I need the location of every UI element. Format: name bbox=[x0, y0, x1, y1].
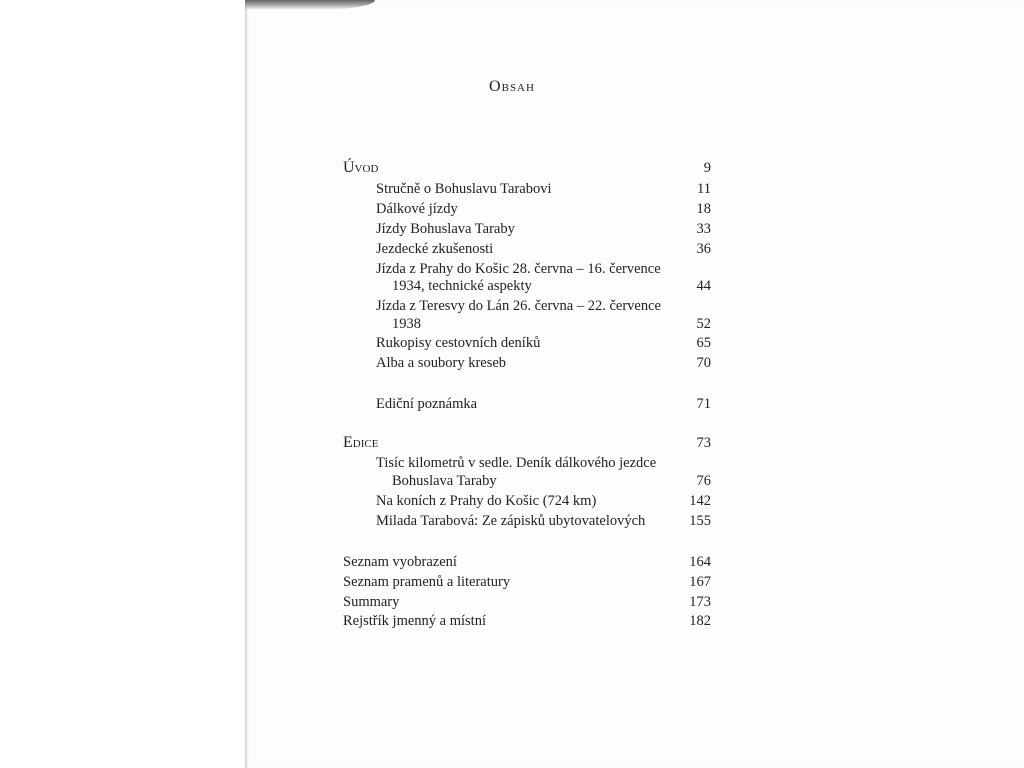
toc-entry-label: Jízdy Bohuslava Taraby bbox=[376, 221, 515, 237]
toc-entry-page: 11 bbox=[697, 181, 711, 197]
toc-entry-page: 71 bbox=[696, 396, 711, 412]
toc-entry-page: 142 bbox=[689, 493, 711, 509]
toc-entry-label: Milada Tarabová: Ze zápisků ubytovatelových bbox=[376, 513, 646, 529]
toc-entry-page: 173 bbox=[689, 594, 711, 610]
toc-entry-page: 33 bbox=[696, 221, 711, 237]
toc-entry-page: 167 bbox=[689, 574, 711, 590]
toc-entry-label-continued: 1934, technické aspekty bbox=[392, 278, 532, 294]
toc-entry-page: 164 bbox=[689, 554, 711, 570]
toc-entry-label: Na koních z Prahy do Košic (724 km) bbox=[376, 493, 597, 509]
toc-entry-label: Alba a soubory kreseb bbox=[376, 355, 507, 371]
toc-entry-page: 76 bbox=[696, 473, 711, 489]
section-heading-uvod: Úvod bbox=[343, 159, 379, 176]
toc-entry-page: 70 bbox=[696, 355, 711, 371]
toc-entry-page: 52 bbox=[696, 316, 711, 332]
section-page-edice: 73 bbox=[696, 435, 711, 451]
toc-entry-label-continued: 1938 bbox=[392, 316, 421, 332]
section-heading-edice: Edice bbox=[343, 434, 379, 451]
toc-entry-label: Rukopisy cestovních deníků bbox=[376, 335, 541, 351]
section-page-uvod: 9 bbox=[703, 160, 711, 176]
toc-entry-page: 36 bbox=[696, 241, 711, 257]
toc-entry-label: Dálkové jízdy bbox=[376, 201, 458, 217]
toc-entry-label: Rejstřík jmenný a místní bbox=[343, 613, 486, 629]
toc-entry-label: Seznam pramenů a literatury bbox=[343, 574, 511, 590]
toc-entry-label: Seznam vyobrazení bbox=[343, 554, 457, 570]
toc-entry-label: Jezdecké zkušenosti bbox=[376, 241, 494, 257]
toc-entry-label: Stručně o Bohuslavu Tarabovi bbox=[376, 181, 552, 197]
toc-entry-label: Tisíc kilometrů v sedle. Deník dálkového jezdce bbox=[376, 455, 657, 471]
toc-entry-label: Jízda z Teresvy do Lán 26. června – 22. července bbox=[376, 298, 661, 314]
toc-entry-page: 18 bbox=[696, 201, 711, 217]
toc-entry-page: 182 bbox=[689, 613, 711, 629]
toc-entry-page: 65 bbox=[696, 335, 711, 351]
toc-entry-label-continued: Bohuslava Taraby bbox=[392, 473, 497, 489]
page-title: Obsah bbox=[489, 78, 535, 95]
toc-entry-page: 155 bbox=[689, 513, 711, 529]
toc-entry-label: Summary bbox=[343, 594, 400, 610]
toc-entry-label: Ediční poznámka bbox=[376, 396, 478, 412]
toc-entry-label: Jízda z Prahy do Košic 28. června – 16. července bbox=[376, 261, 661, 277]
toc-entry-page: 44 bbox=[696, 278, 711, 294]
